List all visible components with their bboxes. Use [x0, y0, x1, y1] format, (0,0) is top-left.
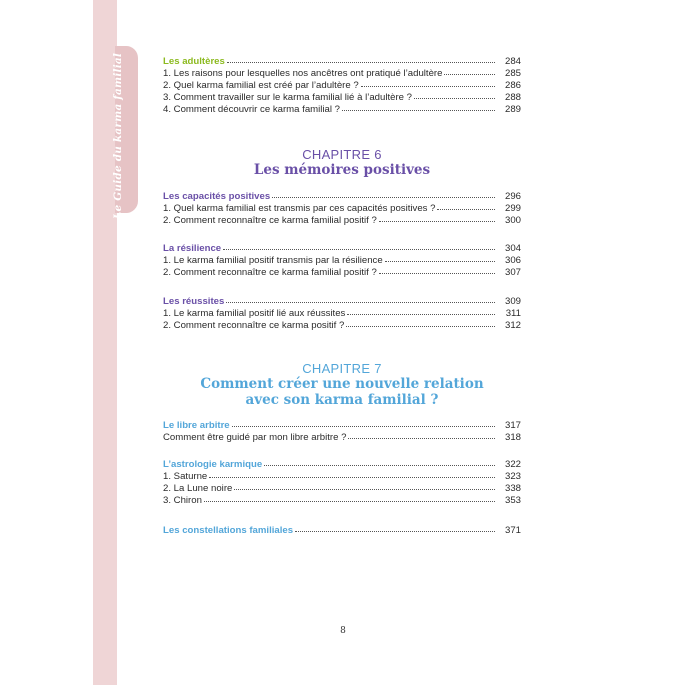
toc-section-adulteres [163, 56, 521, 116]
toc-heading: Les adultères 284 [163, 56, 521, 67]
toc-entry: Comment être guidé par mon libre arbitre ? 318 [163, 432, 521, 443]
chapter-title-line2: avec son karma familial ? [245, 392, 439, 408]
chapter-title-line1: Comment créer une nouvelle relation [200, 376, 484, 392]
toc-entry: 1. Saturne 323 [163, 471, 521, 482]
toc-section [163, 243, 521, 279]
toc-entry: 1. Le karma familial positif lié aux réussites 311 [163, 308, 521, 319]
toc-entry: 2. Comment reconnaître ce karma positif ? 312 [163, 320, 521, 331]
toc-heading: Les réussites 309 [163, 296, 521, 307]
toc-heading: L’astrologie karmique 322 [163, 459, 521, 470]
chapter-label: CHAPITRE 7 [302, 361, 382, 376]
toc-entry: 1. Le karma familial positif transmis par la résilience 306 [163, 255, 521, 266]
toc-entry: 1. Les raisons pour lesquelles nos ancêtres ont pratiqué l’adultère 285 [163, 68, 521, 79]
chapter-label: CHAPITRE 6 [302, 147, 382, 162]
side-tab-title: Le Guide du karma familial [112, 52, 124, 220]
page-number: 8 [340, 626, 346, 636]
chapter-title: Les mémoires positives [253, 162, 431, 178]
toc-section [163, 420, 521, 444]
toc-entry: 1. Quel karma familial est transmis par ces capacités positives ? 299 [163, 203, 521, 214]
toc-heading: Les capacités positives 296 [163, 191, 521, 202]
toc-section [163, 459, 521, 507]
toc-entry: 2. Comment reconnaître ce karma familial positif ? 300 [163, 215, 521, 226]
toc-section [163, 296, 521, 332]
toc-entry: 3. Chiron 353 [163, 495, 521, 506]
toc-entry: 3. Comment travailler sur le karma familial lié à l’adultère ? 288 [163, 92, 521, 103]
toc-heading: Les constellations familiales 371 [163, 525, 521, 536]
toc-entry: 4. Comment découvrir ce karma familial ? 289 [163, 104, 521, 115]
toc-heading: La résilience 304 [163, 243, 521, 254]
toc-entry: 2. Comment reconnaître ce karma familial positif ? 307 [163, 267, 521, 278]
toc-entry: 2. Quel karma familial est créé par l’adultère ? 286 [163, 80, 521, 91]
toc-section [163, 191, 521, 227]
toc-entry: 2. La Lune noire 338 [163, 483, 521, 494]
toc-heading: Le libre arbitre 317 [163, 420, 521, 431]
toc-section [163, 525, 521, 537]
